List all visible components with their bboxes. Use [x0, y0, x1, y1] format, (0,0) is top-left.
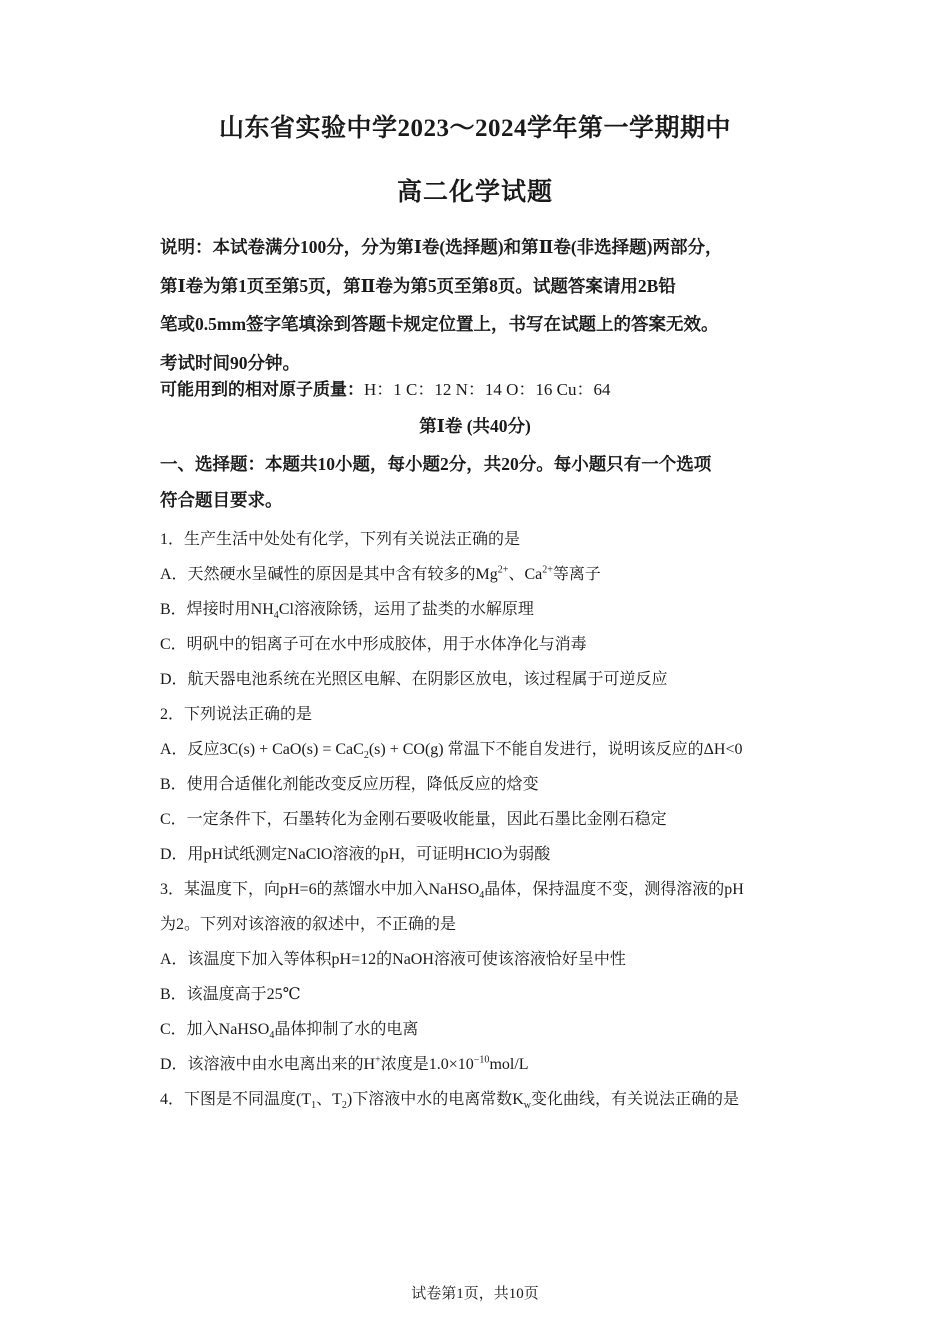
question-4-stem: 4．下图是不同温度($T_1$、$T_2$)下溶液中水的电离常数$K_w$变化曲线，有关说法正确的是 — [160, 1091, 740, 1112]
question-3-stem-continued: 为2。下列对该溶液的叙述中，不正确的是 — [160, 916, 457, 933]
question-2-stem: 2．下列说法正确的是 — [160, 706, 313, 723]
question-1-option-c: C．明矾中的铝离子可在水中形成胶体，用于水体净化与消毒 — [160, 636, 587, 653]
exam-subtitle: 高二化学试题 — [396, 179, 553, 206]
question-list — [160, 522, 800, 1117]
question-2-option-a: A．反应3C(s) + CaO(s) = CaC$_2$(s) + CO(g) 常温下不能自发进行，说明该反应的ΔH<0 — [160, 741, 743, 762]
instruction-line: 说明：本试卷满分100分，分为第Ⅰ卷(选择题)和第Ⅱ卷(非选择题)两部分， — [160, 237, 723, 257]
instructions — [160, 228, 800, 382]
question-1-option-b: B．焊接时用$NH_4Cl$溶液除锈，运用了盐类的水解原理 — [160, 601, 534, 622]
question-1-option-d: D．航天器电池系统在光照区电解、在阴影区放电，该过程属于可逆反应 — [160, 671, 668, 688]
question-3-option-d: D．该溶液中由水电离出来的H+浓度是$1.0\times 10^{-10}mol/L$ — [160, 1054, 529, 1073]
question-2-option-c: C．一定条件下，石墨转化为金刚石要吸收能量，因此石墨比金刚石稳定 — [160, 811, 667, 828]
question-2-option-d: D．用pH试纸测定NaClO溶液的pH，可证明HClO为弱酸 — [160, 846, 551, 863]
instruction-line: 笔或0.5mm签字笔填涂到答题卡规定位置上，书写在试题上的答案无效。 — [160, 314, 719, 334]
page-footer: 试卷第1页，共10页 — [411, 1286, 539, 1302]
atomic-mass-values: H：1 C：12 N：14 O：16 Cu：64 — [364, 380, 611, 399]
question-1-stem: 1．生产生活中处处有化学，下列有关说法正确的是 — [160, 531, 521, 548]
question-3-option-b: B．该温度高于25℃ — [160, 986, 301, 1003]
exam-title: 山东省实验中学2023～2024学年第一学期期中 — [218, 115, 731, 142]
part-heading — [160, 446, 800, 518]
question-3-stem: 3．某温度下，向pH=6的蒸馏水中加入NaHSO$_4$晶体，保持温度不变，测得溶液的pH — [160, 881, 744, 902]
part-heading-line: 一、选择题：本题共10小题，每小题2分，共20分。每小题只有一个选项 — [160, 454, 712, 474]
part-heading-line: 符合题目要求。 — [160, 490, 283, 510]
section-title: 第Ⅰ卷 (共40分) — [419, 416, 531, 436]
atomic-mass-line — [160, 376, 800, 404]
question-3-option-a: A．该温度下加入等体积pH=12的NaOH溶液可使该溶液恰好呈中性 — [160, 951, 626, 968]
question-3-option-c: C．加入NaHSO$_4$晶体抑制了水的电离 — [160, 1021, 419, 1042]
instruction-line: 考试时间90分钟。 — [160, 352, 300, 373]
question-2-option-b: B．使用合适催化剂能改变反应历程，降低反应的焓变 — [160, 776, 539, 793]
atomic-mass-label: 可能用到的相对原子质量： — [160, 380, 364, 399]
question-1-option-a: A．天然硬水呈碱性的原因是其中含有较多的$Mg^{2+}$、$Ca^{2+}$等离子 — [160, 564, 601, 583]
instruction-line: 第Ⅰ卷为第1页至第5页，第Ⅱ卷为第5页至第8页。试题答案请用2B铅 — [160, 275, 676, 296]
